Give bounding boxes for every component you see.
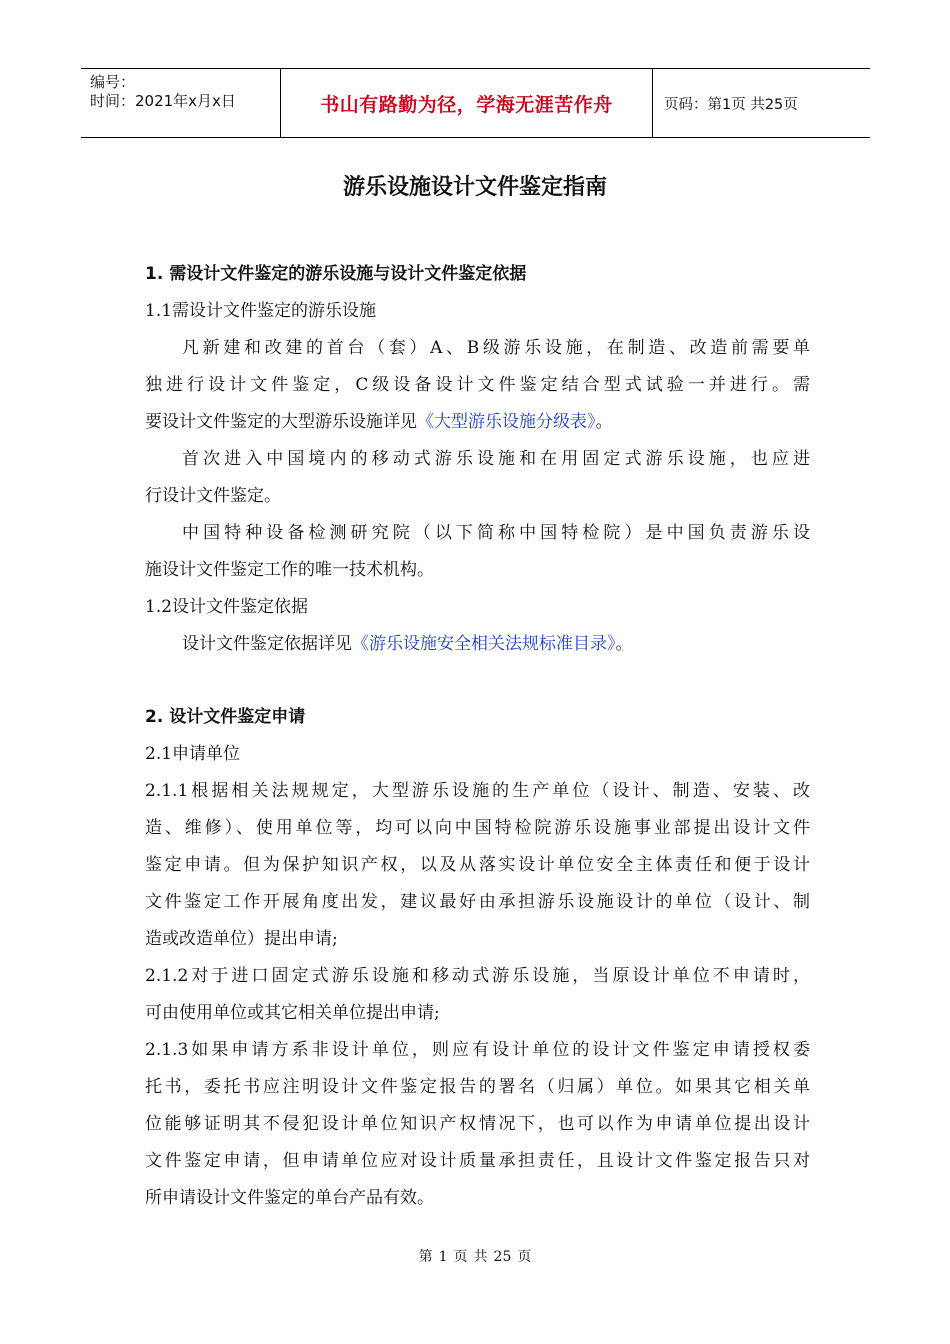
paragraph-line: 2.1.3如果申请方系非设计单位，则应有设计单位的设计文件鉴定申请授权委 bbox=[145, 1040, 810, 1060]
document-body bbox=[145, 256, 810, 1217]
grading-table-link[interactable]: 《大型游乐设施分级表》 bbox=[417, 412, 596, 432]
paragraph-line: 首次进入中国境内的移动式游乐设施和在用固定式游乐设施，也应进 bbox=[182, 449, 810, 469]
header-meta bbox=[81, 69, 281, 137]
header-page-info-cell bbox=[653, 69, 870, 137]
section-1-heading: 1. 需设计文件鉴定的游乐设施与设计文件鉴定依据 bbox=[145, 264, 527, 284]
paragraph-text: 要设计文件鉴定的大型游乐设施详见 bbox=[145, 412, 417, 432]
header-motto-cell bbox=[281, 69, 653, 137]
footer-gong: 共 bbox=[473, 1249, 488, 1265]
paragraph-line: 位能够证明其不侵犯设计单位知识产权情况下，也可以作为申请单位提出设计 bbox=[145, 1114, 810, 1134]
paragraph-line: 造、维修）、使用单位等，均可以向中国特检院游乐设施事业部提出设计文件 bbox=[145, 818, 810, 838]
paragraph-line: 托书，委托书应注明设计文件鉴定报告的署名（归属）单位。如果其它相关单 bbox=[145, 1077, 810, 1097]
paragraph-line: 造或改造单位）提出申请; bbox=[145, 929, 338, 949]
paragraph-line: 行设计文件鉴定。 bbox=[145, 486, 281, 506]
paragraph-line: 施设计文件鉴定工作的唯一技术机构。 bbox=[145, 560, 434, 580]
paragraph-line: 凡新建和改建的首台（套）A、B级游乐设施，在制造、改造前需要单 bbox=[182, 338, 810, 358]
paragraph-line-with-link bbox=[145, 626, 810, 663]
footer-ye: 页 bbox=[453, 1249, 468, 1265]
paragraph-text: 。 bbox=[615, 634, 633, 654]
footer-total-pages: 25 bbox=[493, 1249, 512, 1265]
section-2-heading: 2. 设计文件鉴定申请 bbox=[145, 707, 306, 727]
header-page-info: 页码：第1页 共25页 bbox=[664, 96, 798, 113]
section-1-1-heading: 1.1需设计文件鉴定的游乐设施 bbox=[145, 301, 377, 321]
paragraph-line: 2.1.1根据相关法规规定，大型游乐设施的生产单位（设计、制造、安装、改 bbox=[145, 781, 810, 801]
paragraph-line: 中国特种设备检测研究院（以下简称中国特检院）是中国负责游乐设 bbox=[182, 523, 810, 543]
paragraph-line: 文件鉴定申请，但申请单位应对设计质量承担责任，且设计文件鉴定报告只对 bbox=[145, 1151, 810, 1171]
date-label: 时间：2021年x月x日 bbox=[90, 92, 236, 110]
page-footer bbox=[0, 1246, 950, 1266]
paragraph-line: 文件鉴定工作开展角度出发，建议最好由承担游乐设施设计的单位（设计、制 bbox=[145, 892, 810, 912]
footer-di: 第 bbox=[418, 1249, 433, 1265]
paragraph-text: 设计文件鉴定依据详见 bbox=[182, 634, 352, 654]
document-title: 游乐设施设计文件鉴定指南 bbox=[342, 175, 607, 200]
spacer bbox=[145, 663, 810, 699]
regulations-catalog-link[interactable]: 《游乐设施安全相关法规标准目录》 bbox=[352, 634, 616, 654]
header-table bbox=[81, 68, 870, 138]
footer-page-number: 1 bbox=[438, 1249, 448, 1265]
header-motto: 书山有路勤为径，学海无涯苦作舟 bbox=[320, 93, 613, 116]
footer-ye2: 页 bbox=[517, 1249, 532, 1265]
paragraph-line: 所申请设计文件鉴定的单台产品有效。 bbox=[145, 1188, 434, 1208]
number-label: 编号： bbox=[90, 73, 136, 91]
paragraph-text: 。 bbox=[595, 412, 613, 432]
paragraph-line: 可由使用单位或其它相关单位提出申请; bbox=[145, 1003, 440, 1023]
section-2-1-heading: 2.1申请单位 bbox=[145, 744, 241, 764]
section-1-2-heading: 1.2设计文件鉴定依据 bbox=[145, 597, 309, 617]
paragraph-line: 鉴定申请。但为保护知识产权，以及从落实设计单位安全主体责任和便于设计 bbox=[145, 855, 810, 875]
paragraph-line: 2.1.2对于进口固定式游乐设施和移动式游乐设施，当原设计单位不申请时， bbox=[145, 966, 810, 986]
paragraph-line: 独进行设计文件鉴定，C级设备设计文件鉴定结合型式试验一并进行。需 bbox=[145, 375, 810, 395]
paragraph-line-with-link bbox=[145, 404, 810, 441]
